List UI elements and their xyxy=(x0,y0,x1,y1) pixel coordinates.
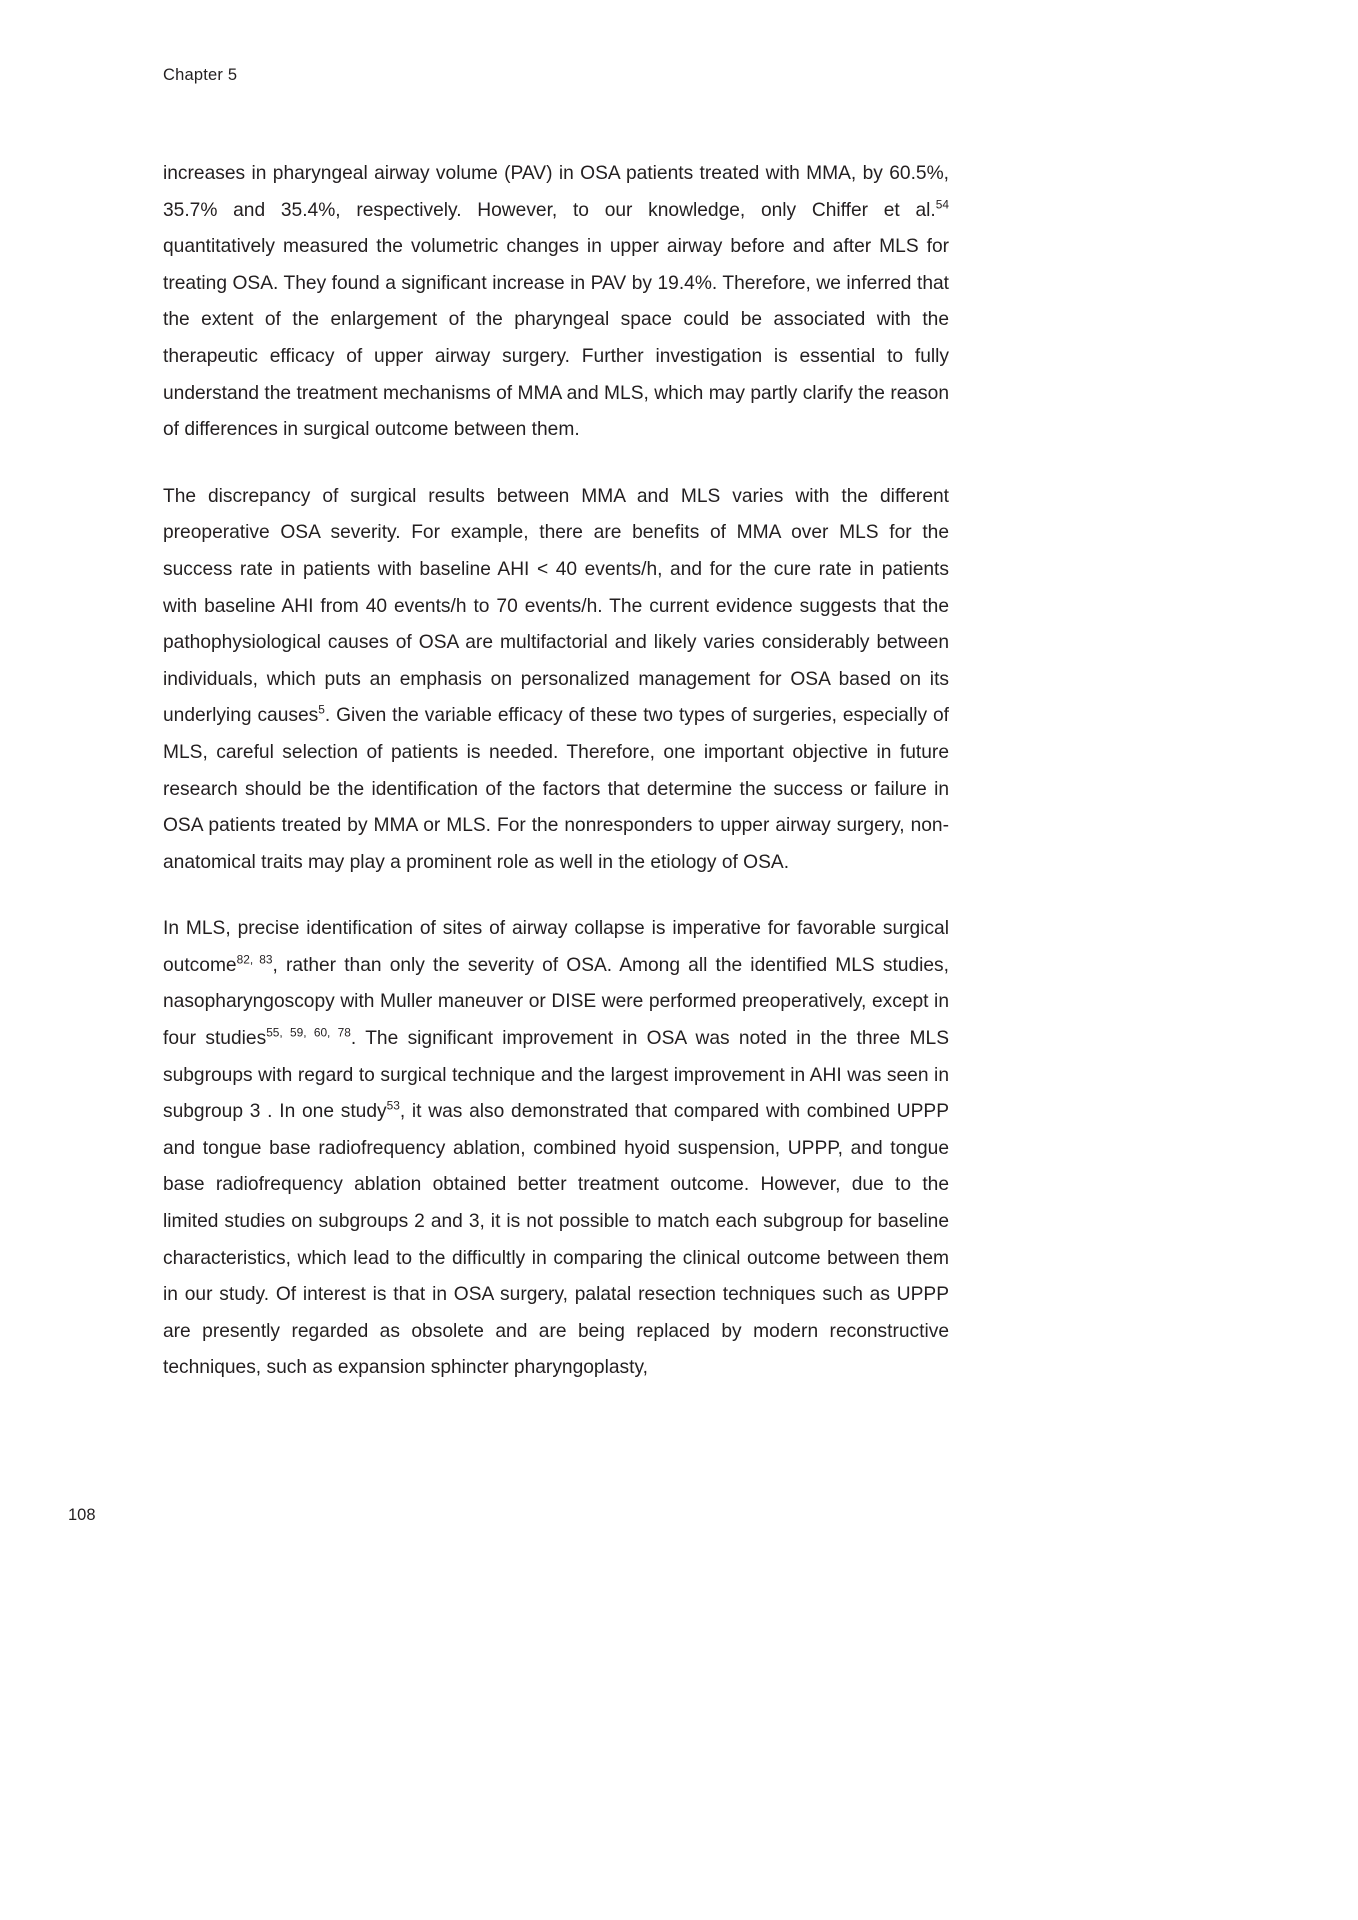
chapter-header: Chapter 5 xyxy=(163,66,238,84)
paragraph-3: In MLS, precise identification of sites of airway collapse is imperative for favorable surgical outcome$^{82, 83}$, rather than only the severity of OSA. Among all the identified MLS studies, nasopharyngoscopy with Muller maneuver or DISE were performed preoperatively, except in four studies$^{55, 59, 60, 78}$. The significant improvement in OSA was noted in the three MLS subgroups with regard to surgical technique and the largest improvement in AHI was seen in subgroup 3 . In one study$^{53}$, it was also demonstrated that compared with combined UPPP and tongue base radiofrequency ablation, combined hyoid suspension, UPPP, and tongue base radiofrequency ablation obtained better treatment outcome. However, due to the limited studies on subgroups 2 and 3, it is not possible to match each subgroup for baseline characteristics, which lead to the difficultly in comparing the clinical outcome between them in our study. Of interest is that in OSA surgery, palatal resection techniques such as UPPP are presently regarded as obsolete and are being replaced by modern reconstructive techniques, such as expansion sphincter pharyngoplasty, xyxy=(163,918,949,1379)
citation-reference: 54 xyxy=(935,197,949,212)
citation-reference: 5 xyxy=(318,702,325,717)
page-number: 108 xyxy=(68,1506,96,1524)
paragraph-2: The discrepancy of surgical results between MMA and MLS varies with the different preoperative OSA severity. For example, there are benefits of MMA over MLS for the success rate in patients with baseline AHI < 40 events/h, and for the cure rate in patients with baseline AHI from 40 events/h to 70 events/h. The current evidence suggests that the pathophysiological causes of OSA are multifactorial and likely varies considerably between individuals, which puts an emphasis on personalized management for OSA based on its underlying causes$^5$. Given the variable efficacy of these two types of surgeries, especially of MLS, careful selection of patients is needed. Therefore, one important objective in future research should be the identification of the factors that determine the success or failure in OSA patients treated by MMA or MLS. For the nonresponders to upper airway surgery, non-anatomical traits may play a prominent role as well in the etiology of OSA. xyxy=(163,485,949,873)
citation-reference: 53 xyxy=(386,1098,400,1113)
paragraph-1: increases in pharyngeal airway volume (PAV) in OSA patients treated with MMA, by 60.5%, 35.7% and 35.4%, respectively. However, to our knowledge, only Chiffer et al.$^{54}$ quantitatively measured the volumetric changes in upper airway before and after MLS for treating OSA. They found a significant increase in PAV by 19.4%. Therefore, we inferred that the extent of the enlargement of the pharyngeal space could be associated with the therapeutic efficacy of upper airway surgery. Further investigation is essential to fully understand the treatment mechanisms of MMA and MLS, which may partly clarify the reason of differences in surgical outcome between them. xyxy=(163,163,949,441)
citation-reference: 82, 83 xyxy=(236,952,273,967)
body-text-column xyxy=(163,156,949,1387)
citation-reference: 55, 59, 60, 78 xyxy=(266,1025,351,1040)
